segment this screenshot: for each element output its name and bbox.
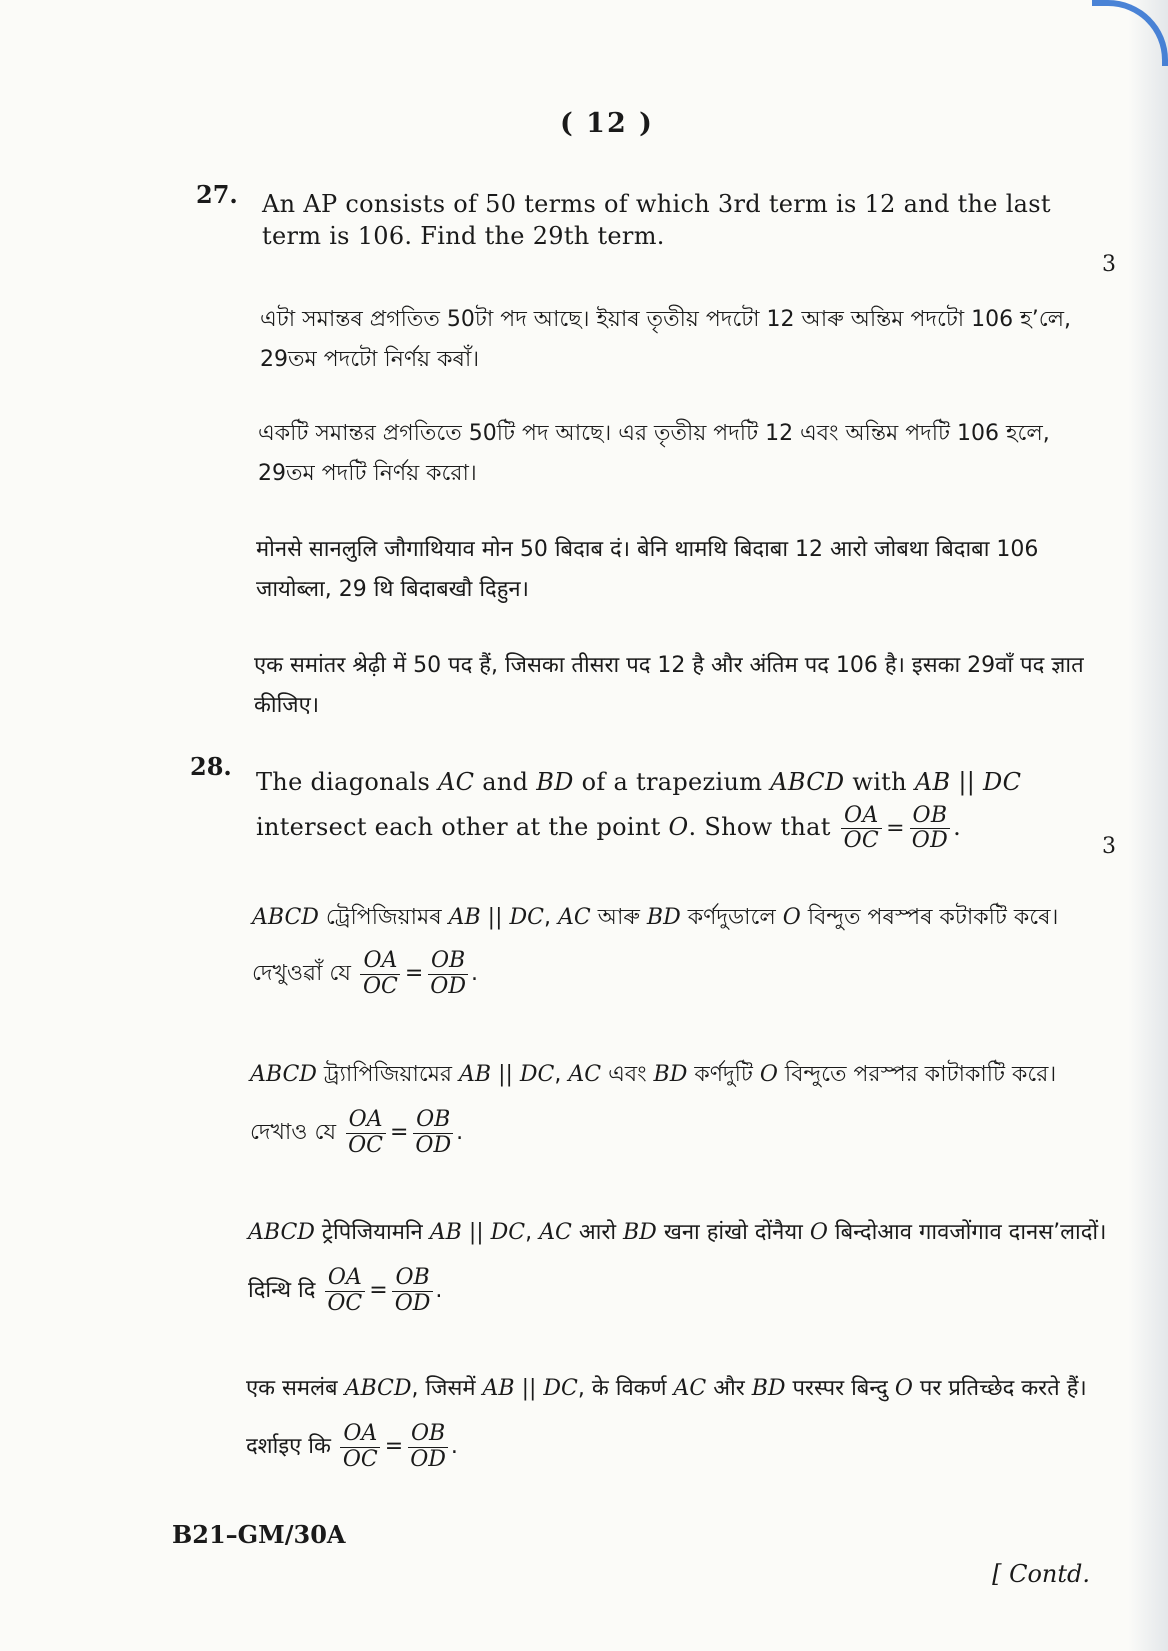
page-edge-shadow [1128,0,1168,1651]
q28-bengali: ABCD ট্র্যাপিজিয়ামের AB || DC, AC এবং BD কর্ণদুটি O বিন্দুতে পরস্পর কাটাকাটি করে। দেখাও যে $\frac{OA}{OC}$ = $\frac{OB}{OD}$ . [250,1062,1057,1158]
fraction-ob-od: $\frac{OB}{OD}$ [909,804,951,853]
fraction-ob-od: $\frac{OB}{OD}$ [392,1266,434,1315]
fraction-oa-oc: $\frac{OA}{OC}$ [324,1266,365,1315]
q27-english: An AP consists of 50 terms of which 3rd term is 12 and the last term is 106. Find the 29th term. [262,190,1051,250]
fraction-ob-od: $\frac{OB}{OD}$ [407,1422,449,1471]
q27-hindi: एक समांतर श्रेढ़ी में 50 पद हैं, जिसका तीसरा पद 12 है और अंतिम पद 106 है। इसका 29वाँ पद ज्ञात कीजिए। [254,653,1084,718]
question-27-number: 27. [196,180,238,209]
continued-label: [ Contd. [992,1560,1090,1588]
page-number: ( 12 ) [560,108,654,139]
q27-bodo: मोनसे सानलुलि जौगाथियाव मोन 50 बिदाब दं। बेनि थामथि बिदाबा 12 आरो जोबथा बिदाबा 106 जायोब्ला, 29 थि बिदाबखौ दिहुन। [256,537,1039,602]
fraction-oa-oc: $\frac{OA}{OC}$ [841,804,882,853]
fraction-ob-od: $\frac{OB}{OD}$ [412,1108,454,1157]
fraction-oa-oc: $\frac{OA}{OC}$ [345,1108,386,1157]
fraction-oa-oc: $\frac{OA}{OC}$ [360,949,401,998]
q28-english: The diagonals AC and BD of a trapezium ABCD with AB || DC intersect each other at the point O. Show that $\frac{OA}{OC}$ = $\frac{OB}{OD}$ . [256,768,1022,854]
q27-bengali: একটি সমান্তর প্রগতিতে 50টি পদ আছে। এর তৃতীয় পদটি 12 এবং অন্তিম পদটি 106 হলে, 29তম পদটি নির্ণয় করো। [258,421,1050,486]
fraction-oa-oc: $\frac{OA}{OC}$ [340,1422,381,1471]
paper-code: B21–GM/30A [172,1520,346,1549]
q27-assamese: এটা সমান্তৰ প্ৰগতিত 50টা পদ আছে। ইয়াৰ তৃতীয় পদটো 12 আৰু অন্তিম পদটো 106 হ’লে, 29তম পদটো নিৰ্ণয় কৰাঁ। [260,307,1072,372]
fraction-ob-od: $\frac{OB}{OD}$ [427,949,469,998]
q28-bodo: ABCD ट्रेपिजियामनि AB || DC, AC आरो BD खना हांखो दोंनैया O बिन्दोआव गावजोंगाव दानस’लादों। दिन्थि दि $\frac{OA}{OC}$ = $\frac{OB}{OD}$ . [248,1220,1107,1316]
question-28-number: 28. [190,752,232,781]
q28-hindi: एक समलंब ABCD, जिसमें AB || DC, के विकर्ण AC और BD परस्पर बिन्दु O पर प्रतिच्छेद करते हैं। दर्शाइए कि $\frac{OA}{OC}$ = $\frac{OB}{OD}$ . [246,1376,1087,1472]
question-28-marks: 3 [1102,834,1116,859]
q28-assamese: ABCD ট্ৰেপিজিয়ামৰ AB || DC, AC আৰু BD কৰ্ণদুডালে O বিন্দুত পৰস্পৰ কটাকটি কৰে। দেখুওৱাঁ যে $\frac{OA}{OC}$ = $\frac{OB}{OD}$ . [252,905,1059,999]
question-27-marks: 3 [1102,252,1116,277]
